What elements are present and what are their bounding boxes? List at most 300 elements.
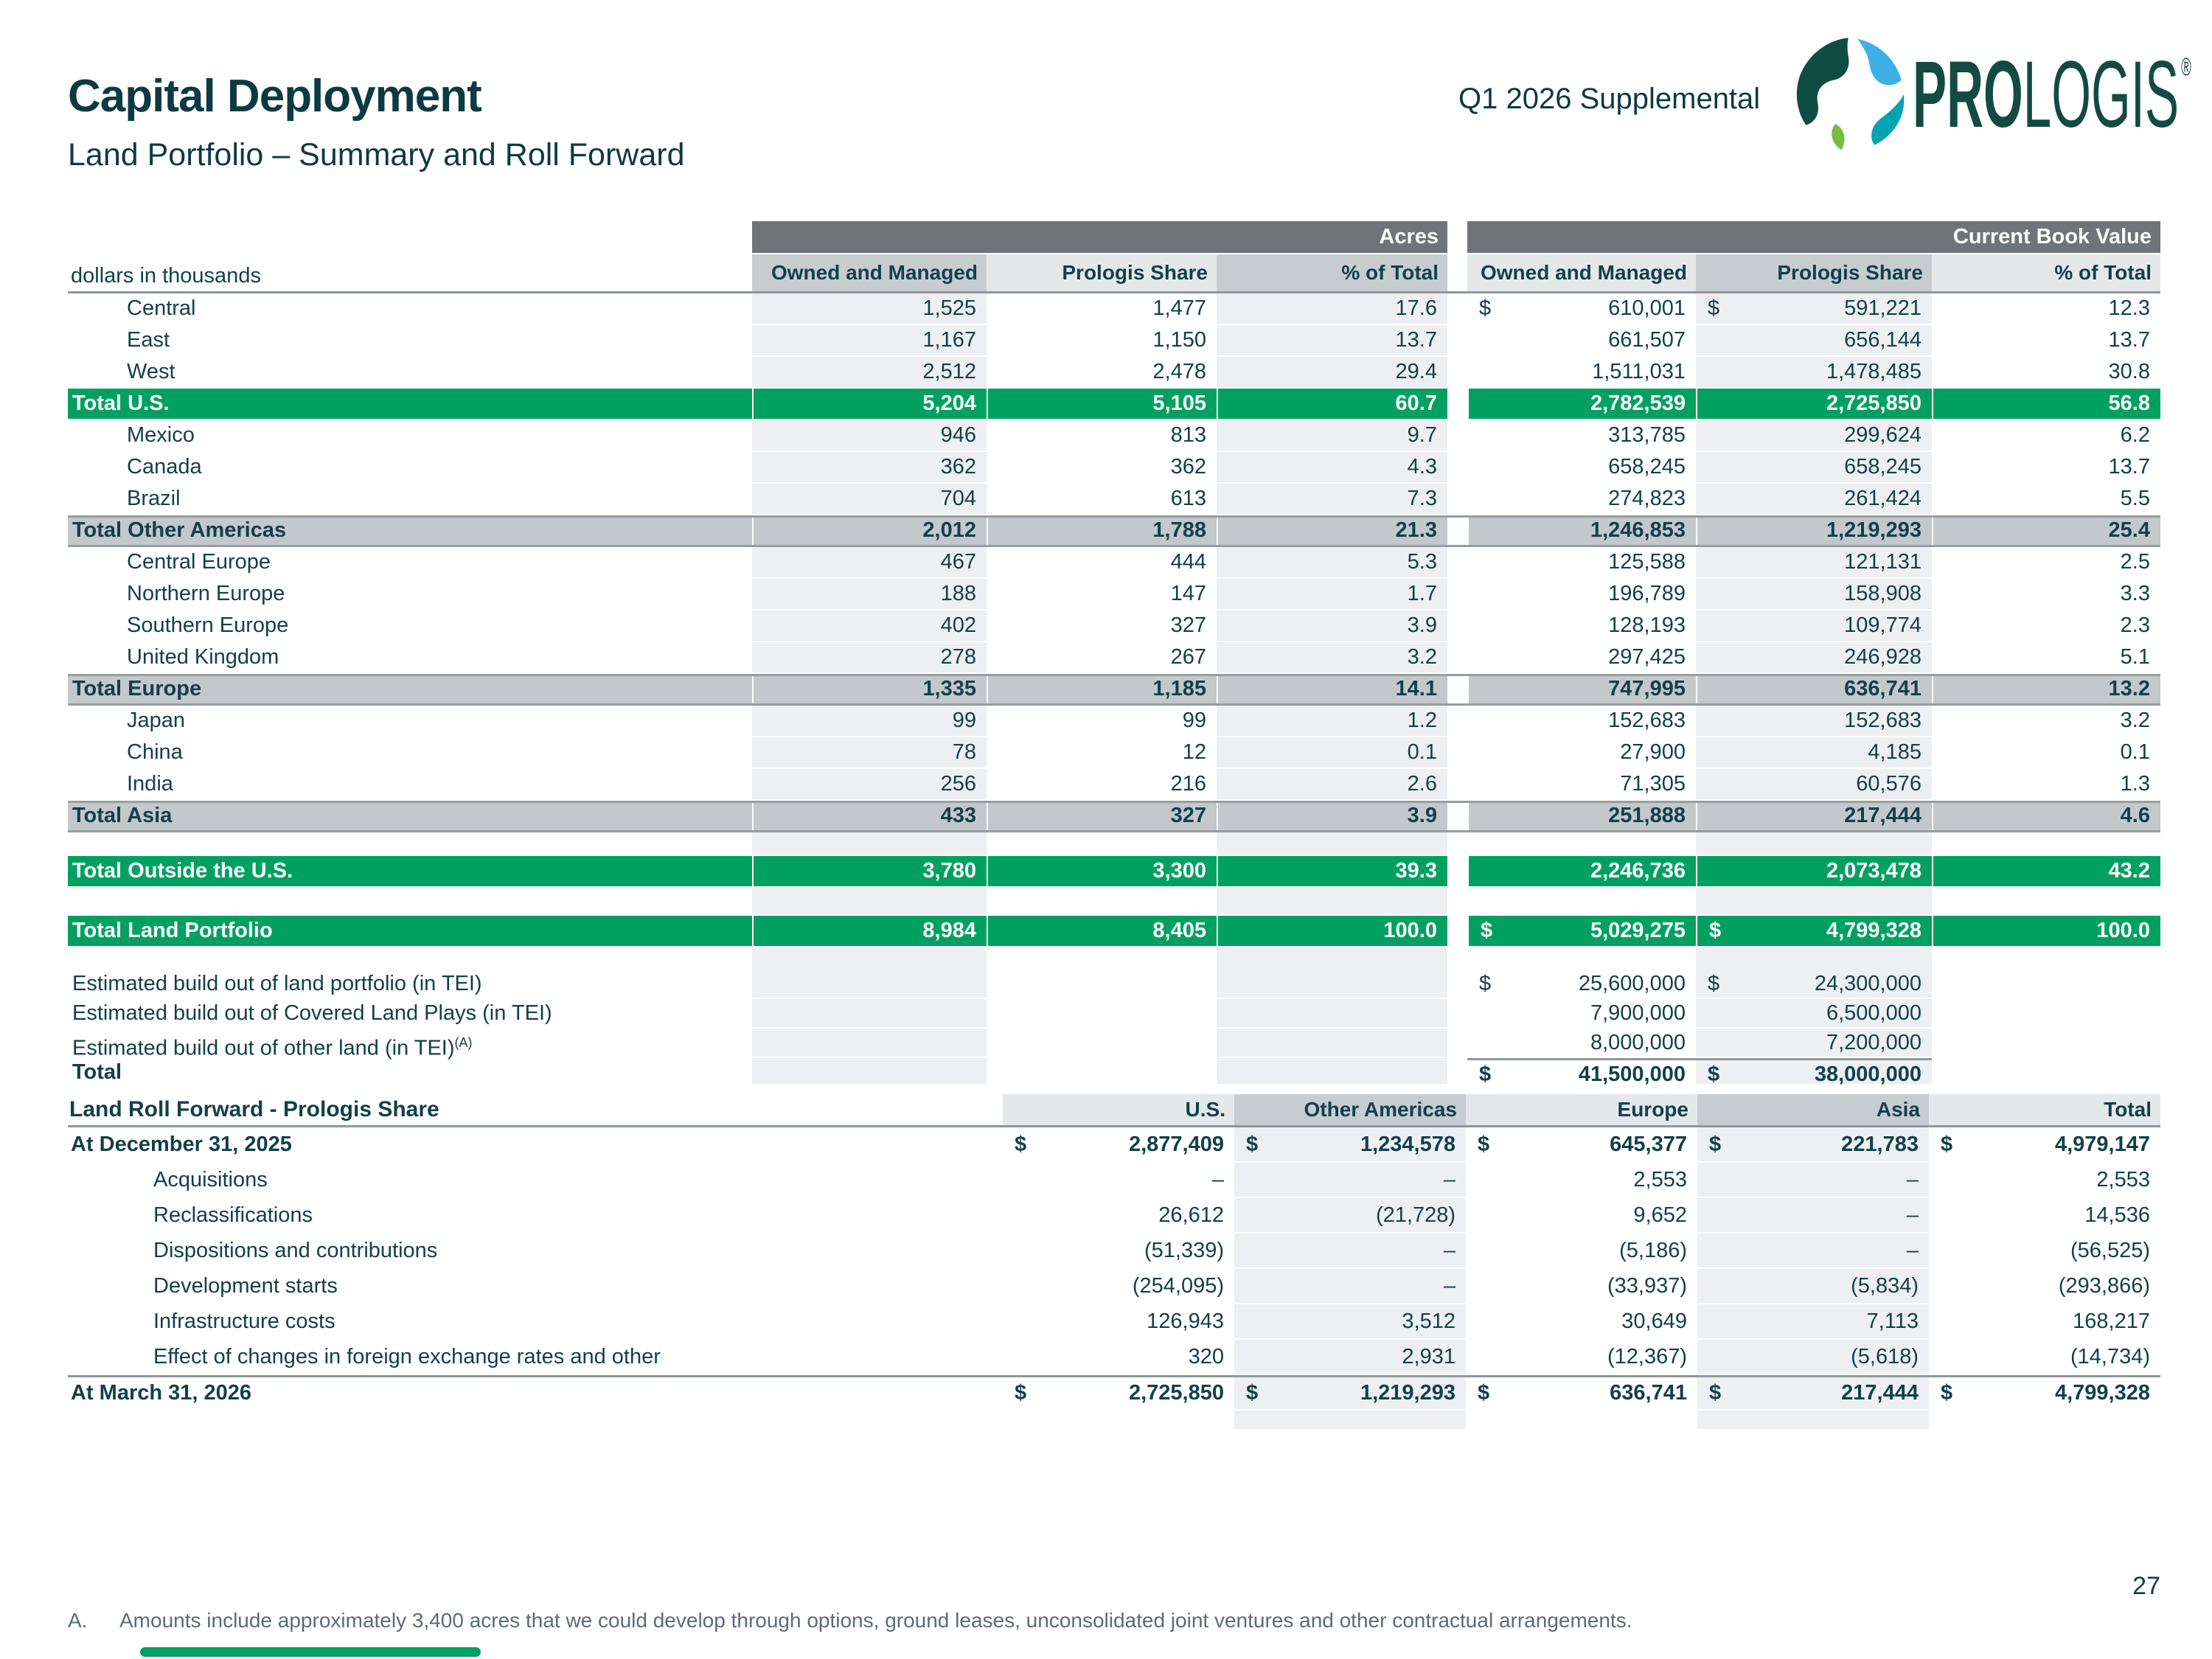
cell-value: 2,478 (1152, 360, 1206, 383)
cell-value: 168,217 (2073, 1310, 2150, 1333)
group-header-book-value: Current Book Value (1467, 221, 2160, 253)
cell-value: 26,612 (1158, 1203, 1224, 1227)
spacer-row (68, 947, 2160, 970)
value-cell (1003, 1377, 1234, 1409)
table-row (68, 1198, 2160, 1234)
row-label: Reclassifications (153, 1203, 313, 1227)
cell-value: 2,553 (1633, 1168, 1687, 1192)
row-label: Estimated build out of Covered Land Plays (in TEI) (72, 1001, 552, 1025)
value-cell (752, 579, 987, 609)
cell-value: 636,741 (1610, 1381, 1687, 1405)
cell-value: (14,734) (2070, 1345, 2150, 1368)
cell-value: 13.7 (2108, 455, 2150, 479)
cell-value: 313,785 (1608, 423, 1686, 447)
empty-cell (1932, 999, 2160, 1027)
cell-value: 8,984 (922, 919, 976, 942)
table-row (68, 389, 2160, 420)
dollar-sign: $ (1708, 972, 1720, 995)
value-cell (1467, 357, 1696, 387)
cell-value: 5.3 (1407, 550, 1437, 574)
value-cell (1932, 389, 2160, 419)
table-row (68, 674, 2160, 706)
value-cell (1696, 737, 1932, 768)
registered-mark: ® (2181, 52, 2191, 81)
value-cell (1932, 916, 2160, 946)
cell-value: 1.7 (1407, 582, 1437, 605)
cell-value: 147 (1170, 582, 1206, 605)
table-row (68, 420, 2160, 452)
cell-value: (5,618) (1851, 1345, 1919, 1368)
group-gap (1447, 642, 1467, 672)
value-cell (1217, 325, 1447, 355)
row-label: United Kingdom (127, 645, 279, 669)
value-cell (1467, 706, 1696, 736)
row-label: At December 31, 2025 (71, 1133, 292, 1156)
cell-value: 433 (940, 804, 976, 827)
group-header-acres: Acres (752, 221, 1447, 253)
col-header-prologis-share-cbv: Prologis Share (1696, 254, 1932, 291)
table-row (68, 970, 2160, 999)
dollar-sign: $ (1708, 296, 1720, 320)
cell-value: 99 (1182, 709, 1206, 732)
value-cell (1217, 389, 1447, 419)
row-label: India (127, 772, 173, 796)
cell-value: 0.1 (2120, 740, 2150, 764)
value-cell (1003, 1269, 1234, 1303)
row-label: Mexico (127, 423, 195, 447)
value-cell (987, 737, 1217, 768)
cell-value: 152,683 (1608, 709, 1686, 732)
cell-value: 121,131 (1844, 550, 1921, 574)
cell-value: 17.6 (1395, 296, 1437, 320)
value-cell (1932, 420, 2160, 451)
value-cell (1696, 970, 1932, 998)
cell-value: 4,185 (1868, 740, 1921, 764)
value-cell (1696, 1029, 1932, 1062)
cell-value: 12 (1182, 740, 1206, 764)
cell-value: 3.9 (1407, 613, 1437, 637)
value-cell (1696, 484, 1932, 514)
cell-value: – (1443, 1239, 1455, 1262)
value-cell (1217, 676, 1447, 703)
cell-value: 1,511,031 (1592, 360, 1686, 383)
value-cell (1217, 579, 1447, 609)
cell-value: 25,600,000 (1578, 972, 1686, 995)
cell-value: – (1211, 1168, 1224, 1192)
cell-value: 645,377 (1610, 1133, 1687, 1156)
value-cell (752, 769, 987, 799)
group-gap (1447, 737, 1467, 768)
value-cell (1466, 1163, 1697, 1197)
cell-value: 2,877,409 (1128, 1133, 1224, 1156)
footnote-marker: (A) (454, 1035, 473, 1050)
table-row (68, 769, 2160, 801)
group-gap (1447, 325, 1467, 355)
value-cell (1466, 1234, 1697, 1267)
cell-value: 747,995 (1608, 677, 1686, 700)
value-cell (1467, 579, 1696, 609)
value-cell (1467, 803, 1696, 830)
row-label: Total Other Americas (72, 518, 287, 542)
value-cell (1929, 1304, 2160, 1338)
cell-value: 12.3 (2108, 296, 2150, 320)
cell-value: 38,000,000 (1814, 1062, 1921, 1086)
value-cell (1696, 1058, 1932, 1088)
cell-value: 6.2 (2120, 423, 2150, 447)
group-gap (1447, 999, 1467, 1027)
cell-value: 2.3 (2120, 613, 2150, 637)
cell-value: 299,624 (1844, 423, 1921, 447)
value-cell (752, 916, 987, 946)
value-cell (987, 293, 1217, 324)
table-row (68, 1127, 2160, 1163)
value-cell (752, 706, 987, 736)
value-cell (1217, 420, 1447, 451)
table-row (68, 999, 2160, 1029)
value-cell (1217, 916, 1447, 946)
value-cell (1696, 642, 1932, 672)
table-row (68, 1269, 2160, 1304)
cell-value: 7.3 (1407, 487, 1437, 510)
table-row (68, 706, 2160, 737)
dollar-sign: $ (1478, 1381, 1490, 1405)
table-row (68, 1234, 2160, 1269)
cell-value: (5,186) (1619, 1239, 1687, 1262)
value-cell (1234, 1304, 1466, 1338)
value-cell (752, 420, 987, 451)
cell-value: 1,478,485 (1826, 360, 1921, 383)
cell-value: 402 (940, 613, 976, 637)
col-header-europe: Europe (1466, 1094, 1697, 1125)
cell-value: (56,525) (2070, 1239, 2150, 1262)
value-cell (1932, 676, 2160, 703)
cell-value: 100.0 (1383, 919, 1437, 942)
cell-value: 8,000,000 (1590, 1031, 1686, 1054)
group-gap (1447, 420, 1467, 451)
cell-value: 7,200,000 (1826, 1031, 1921, 1054)
table-row (68, 325, 2160, 357)
value-cell (987, 484, 1217, 514)
value-cell (752, 803, 987, 830)
cell-value: 128,193 (1608, 613, 1686, 637)
group-gap (1447, 856, 1467, 886)
group-gap (1447, 484, 1467, 514)
cell-value: 1.2 (1407, 709, 1437, 732)
cell-value: 188 (940, 582, 976, 605)
page-number: 27 (2132, 1572, 2160, 1600)
table-row (68, 642, 2160, 674)
col-header-pct-total-acres: % of Total (1217, 254, 1447, 291)
group-gap (1447, 452, 1467, 482)
value-cell (1696, 518, 1932, 545)
value-cell (1234, 1234, 1466, 1267)
value-cell (1467, 737, 1696, 768)
cell-value: – (1906, 1203, 1919, 1227)
cell-value: 3.2 (2120, 709, 2150, 732)
table-row (68, 1163, 2160, 1198)
cell-value: 2,246,736 (1590, 859, 1686, 883)
cell-value: 661,507 (1608, 328, 1686, 352)
cell-value: 362 (1170, 455, 1206, 479)
cell-value: 297,425 (1608, 645, 1686, 669)
cell-value: 946 (940, 423, 976, 447)
cell-value: 1,219,293 (1360, 1381, 1455, 1405)
table-row (68, 547, 2160, 579)
group-gap (1447, 1029, 1467, 1062)
row-label: Total Land Portfolio (72, 919, 273, 942)
cell-value: 1,525 (922, 296, 976, 320)
group-gap (1447, 547, 1467, 577)
value-cell (1932, 547, 2160, 577)
bottom-accent-bar (140, 1647, 481, 1657)
cell-value: 251,888 (1608, 804, 1686, 827)
row-label: Dispositions and contributions (153, 1239, 438, 1262)
row-label: Total U.S. (72, 392, 170, 415)
col-header-other-americas: Other Americas (1234, 1094, 1466, 1125)
table-row (68, 1375, 2160, 1411)
group-gap (1447, 676, 1467, 703)
value-cell (1466, 1198, 1697, 1232)
header-gap (1447, 254, 1467, 291)
value-cell (1467, 420, 1696, 451)
value-cell (987, 803, 1217, 830)
cell-value: 39.3 (1395, 859, 1437, 883)
dollar-sign: $ (1941, 1133, 1953, 1156)
cell-value: 467 (940, 550, 976, 574)
cell-value: 60.7 (1395, 392, 1437, 415)
value-cell (1697, 1127, 1929, 1161)
cell-value: 3,780 (922, 859, 976, 883)
cell-value: 71,305 (1620, 772, 1686, 796)
cell-value: 8,405 (1152, 919, 1206, 942)
cell-value: 4,979,147 (2054, 1133, 2150, 1156)
value-cell (752, 389, 987, 419)
cell-value: – (1443, 1168, 1455, 1192)
cell-value: 327 (1170, 804, 1206, 827)
cell-value: 2,553 (2096, 1168, 2150, 1192)
value-cell (1697, 1234, 1929, 1267)
value-cell (1003, 1304, 1234, 1338)
value-cell (1466, 1127, 1697, 1161)
group-gap (1447, 579, 1467, 609)
cell-value: 2,931 (1402, 1345, 1455, 1368)
table-row (68, 293, 2160, 325)
value-cell (1932, 642, 2160, 672)
value-cell (987, 389, 1217, 419)
prologis-logo (1792, 35, 2212, 153)
row-label: Brazil (127, 487, 181, 510)
table-row (68, 1340, 2160, 1375)
cell-value: 636,741 (1844, 677, 1921, 700)
table-row (68, 357, 2160, 389)
value-cell (1696, 452, 1932, 482)
col-header-us: U.S. (1003, 1094, 1234, 1125)
value-cell (1467, 856, 1696, 886)
table-row (68, 1029, 2160, 1058)
cell-value: 221,783 (1841, 1133, 1919, 1156)
value-cell (1467, 970, 1696, 998)
cell-value: 658,245 (1844, 455, 1921, 479)
footnote-text: Amounts include approximately 3,400 acres that we could develop through options, ground leases, unconsolidated joint ventures and other contractual arrangements. (119, 1609, 1632, 1632)
value-cell (1696, 676, 1932, 703)
value-cell (987, 642, 1217, 672)
wordmark-logis: LOGIS (2023, 41, 2180, 147)
value-cell (1217, 452, 1447, 482)
cell-value: 126,943 (1147, 1310, 1224, 1333)
cell-value: 5,204 (922, 392, 976, 415)
value-cell (1932, 518, 2160, 545)
cell-value: 217,444 (1841, 1381, 1919, 1405)
value-cell (1697, 1269, 1929, 1303)
rollforward-title: Land Roll Forward - Prologis Share (69, 1097, 439, 1121)
cell-value: 78 (952, 740, 976, 764)
value-cell (987, 611, 1217, 641)
value-cell (1234, 1163, 1466, 1197)
cell-value: 196,789 (1608, 582, 1686, 605)
value-cell (1929, 1127, 2160, 1161)
col-header-prologis-share-acres: Prologis Share (987, 254, 1217, 291)
cell-value: 3,512 (1402, 1310, 1455, 1333)
cell-value: 56.8 (2108, 392, 2150, 415)
row-label: China (127, 740, 183, 764)
value-cell (1467, 642, 1696, 672)
value-cell (1932, 803, 2160, 830)
value-cell (1932, 611, 2160, 641)
table-row (68, 484, 2160, 515)
footnote (68, 1609, 1632, 1632)
cell-value: 2.6 (1407, 772, 1437, 796)
cell-value: 1,150 (1152, 328, 1206, 352)
group-gap (1447, 803, 1467, 830)
cell-value: 320 (1188, 1345, 1224, 1368)
rollforward-table-body (68, 1127, 2160, 1411)
value-cell (1467, 611, 1696, 641)
cell-value: 327 (1170, 613, 1206, 637)
col-header-owned-managed-cbv: Owned and Managed (1467, 254, 1696, 291)
value-cell (1929, 1234, 2160, 1267)
value-cell (987, 325, 1217, 355)
cell-value: 0.1 (1407, 740, 1437, 764)
cell-value: 1,167 (922, 328, 976, 352)
col-header-owned-managed-acres: Owned and Managed (752, 254, 987, 291)
cell-value: 2,012 (922, 518, 976, 542)
cell-value: 216 (1170, 772, 1206, 796)
value-cell (987, 706, 1217, 736)
value-cell (1696, 420, 1932, 451)
value-cell (1467, 547, 1696, 577)
cell-value: 3.9 (1407, 804, 1437, 827)
value-cell (1467, 999, 1696, 1027)
value-cell (987, 547, 1217, 577)
value-cell (1217, 611, 1447, 641)
dollar-sign: $ (1708, 1062, 1720, 1086)
value-cell (1697, 1198, 1929, 1232)
value-cell (1697, 1304, 1929, 1338)
value-cell (1696, 547, 1932, 577)
cell-value: 13.2 (2108, 677, 2150, 700)
value-cell (1467, 389, 1696, 419)
dollar-sign: $ (1015, 1133, 1027, 1156)
cell-value: 5,105 (1152, 392, 1206, 415)
value-cell (1467, 769, 1696, 799)
group-gap (1447, 357, 1467, 387)
value-cell (1932, 706, 2160, 736)
cell-value: 9,652 (1633, 1203, 1687, 1227)
row-label: Japan (127, 709, 186, 732)
cell-value: 1,219,293 (1826, 518, 1921, 542)
cell-value: 152,683 (1844, 709, 1921, 732)
dollar-sign: $ (1709, 919, 1722, 942)
cell-value: 2,512 (922, 360, 976, 383)
row-label: Total Asia (72, 804, 173, 827)
value-cell (1932, 452, 2160, 482)
empty-cell (1932, 1029, 2160, 1062)
dollar-sign: $ (1015, 1381, 1027, 1405)
cell-value: 1,477 (1152, 296, 1206, 320)
group-gap (1447, 706, 1467, 736)
row-label: Total (72, 1060, 122, 1084)
cell-value: (12,367) (1607, 1345, 1687, 1368)
cell-value: 7,900,000 (1590, 1001, 1686, 1025)
value-cell (1466, 1269, 1697, 1303)
value-cell (752, 676, 987, 703)
value-cell (1467, 1058, 1696, 1088)
value-cell (1234, 1269, 1466, 1303)
value-cell (987, 452, 1217, 482)
cell-value: 1,335 (922, 677, 976, 700)
cell-value: 362 (940, 455, 976, 479)
cell-value: 2.5 (2120, 550, 2150, 574)
row-label: Development starts (153, 1274, 338, 1298)
row-label: West (127, 360, 175, 383)
table-row (68, 801, 2160, 832)
value-cell (1466, 1304, 1697, 1338)
empty-cell (1932, 1058, 2160, 1088)
row-label: East (127, 328, 170, 352)
row-label: Central Europe (127, 550, 271, 574)
value-cell (1697, 1340, 1929, 1374)
cell-value: 4,799,328 (2054, 1381, 2150, 1405)
dollar-sign: $ (1246, 1381, 1259, 1405)
group-gap (1447, 970, 1467, 998)
cell-value: 9.7 (1407, 423, 1437, 447)
row-label: Acquisitions (153, 1168, 268, 1192)
value-cell (1467, 293, 1696, 324)
cell-value: 3.2 (1407, 645, 1437, 669)
value-cell (1003, 1163, 1234, 1197)
value-cell (1697, 1163, 1929, 1197)
value-cell (1466, 1340, 1697, 1374)
value-cell (752, 611, 987, 641)
value-cell (1696, 579, 1932, 609)
empty-cell (1932, 970, 2160, 998)
cell-value: 2,725,850 (1128, 1381, 1224, 1405)
value-cell (752, 547, 987, 577)
cell-value: 5.1 (2120, 645, 2150, 669)
value-cell (987, 676, 1217, 703)
col-header-total: Total (1929, 1094, 2160, 1125)
prologis-globe-icon (1792, 35, 1910, 153)
cell-value: 24,300,000 (1814, 972, 1921, 995)
cell-value: 4,799,328 (1826, 919, 1921, 942)
cell-value: 60,576 (1856, 772, 1921, 796)
cell-value: 6,500,000 (1826, 1001, 1921, 1025)
value-cell (1929, 1377, 2160, 1409)
value-cell (752, 357, 987, 387)
spacer-row (68, 888, 2160, 916)
value-cell (987, 579, 1217, 609)
value-cell (1697, 1377, 1929, 1409)
